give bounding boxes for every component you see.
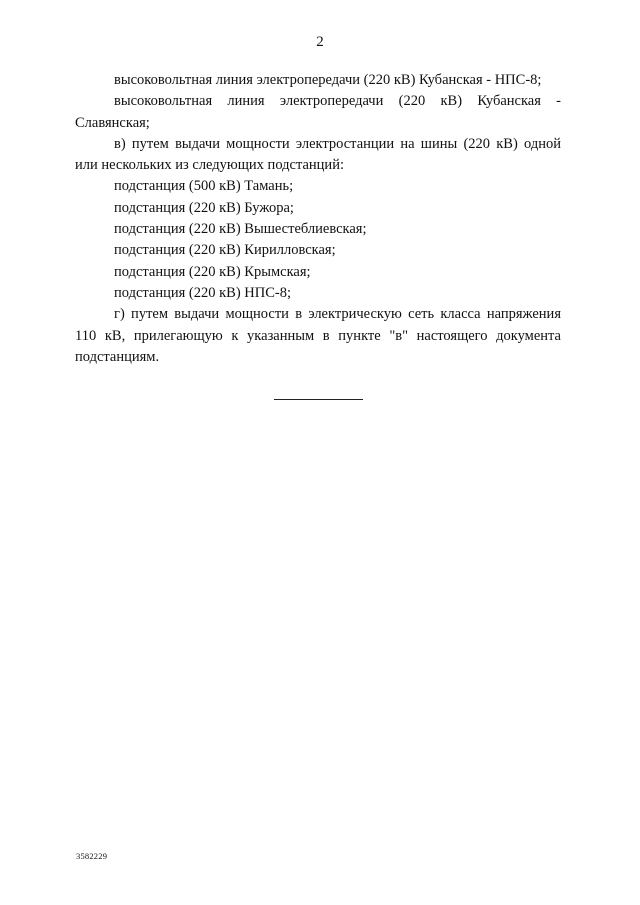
- text-line-4: в) путем выдачи мощности электростанции на шины (220 кВ) одной: [114, 135, 561, 152]
- text-line-2: высоковольтная линия электропередачи (220 кВ) Кубанская -: [114, 93, 561, 110]
- text-line-8: подстанция (220 кВ) Вышестеблиевская;: [114, 221, 367, 238]
- text-line-1: высоковольтная линия электропередачи (220 кВ) Кубанская - НПС-8;: [114, 72, 542, 88]
- text-line-12: г) путем выдачи мощности в электрическую сеть класса напряжения: [114, 306, 561, 323]
- document-code: 3582229: [76, 851, 108, 861]
- text-line-3: Славянская;: [75, 114, 150, 131]
- text-line-11: подстанция (220 кВ) НПС-8;: [114, 284, 292, 301]
- end-separator-line: [274, 399, 363, 400]
- document-body: [75, 70, 561, 368]
- text-line-7: подстанция (220 кВ) Бужора;: [114, 199, 294, 216]
- text-line-6: подстанция (500 кВ) Тамань;: [114, 178, 294, 195]
- text-line-10: подстанция (220 кВ) Крымская;: [114, 263, 311, 280]
- text-line-5: или нескольких из следующих подстанций:: [75, 157, 344, 174]
- page-number: 2: [316, 34, 324, 50]
- text-line-14: подстанциям.: [75, 348, 160, 365]
- text-line-13: 110 кВ, прилегающую к указанным в пункте "в" настоящего документа: [75, 327, 561, 344]
- text-line-9: подстанция (220 кВ) Кирилловская;: [114, 242, 336, 259]
